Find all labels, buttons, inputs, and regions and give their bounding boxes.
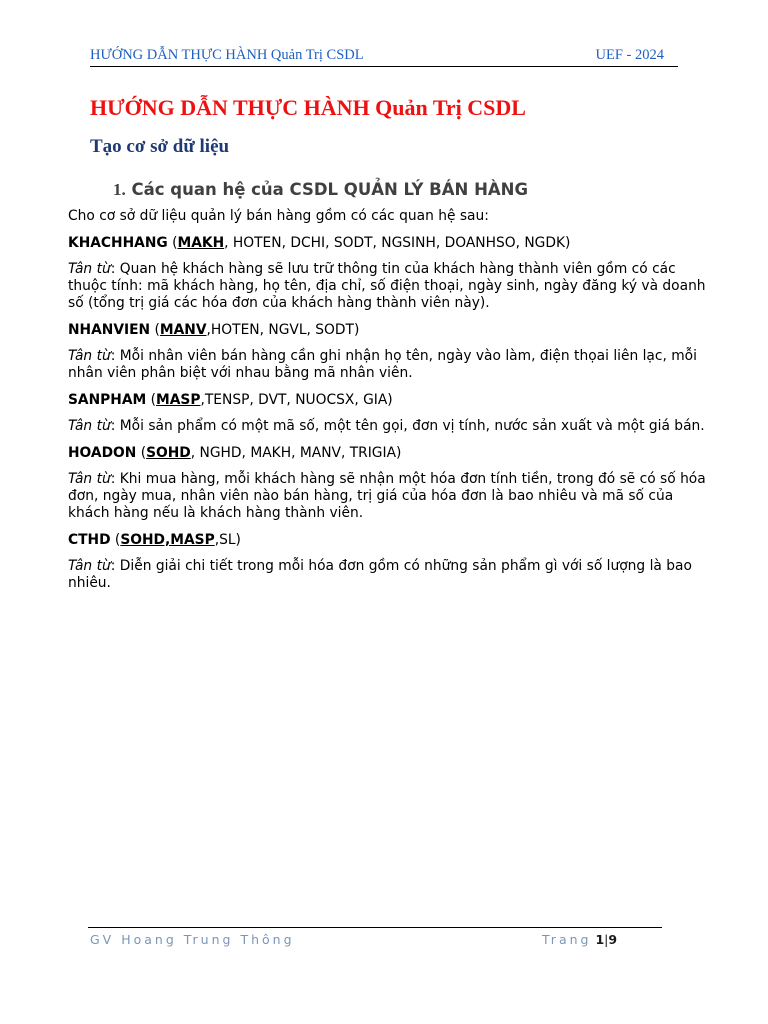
total-pages: 9	[608, 932, 618, 947]
description-text: : Mỗi sản phẩm có một mã số, một tên gọi, đơn vị tính, nước sản xuất và một giá bán.	[110, 418, 705, 434]
relation-open-paren: (	[146, 391, 157, 408]
relation-schema-sanpham	[68, 392, 708, 409]
current-page: 1	[595, 932, 605, 947]
relation-description-cthd	[68, 558, 708, 592]
relation-schema-khachhang	[68, 235, 708, 252]
description-text: : Diễn giải chi tiết trong mỗi hóa đơn gồm có những sản phẩm gì với số lượng là bao nhiêu.	[68, 558, 692, 591]
relation-attributes: , NGHD, MAKH, MANV, TRIGIA)	[190, 444, 402, 461]
relation-name: KHACHHANG	[68, 234, 168, 251]
header-org-year: UEF - 2024	[595, 47, 664, 63]
primary-key: MAKH	[177, 234, 225, 251]
relation-name: HOADON	[68, 444, 137, 461]
note-label: Tân từ	[68, 348, 111, 364]
relation-open-paren: (	[150, 321, 160, 338]
footer-page-number	[542, 932, 617, 947]
primary-key: MANV	[159, 321, 207, 338]
document-title: HƯỚNG DẪN THỰC HÀNH Quản Trị CSDL	[90, 95, 526, 120]
relation-description-sanpham	[68, 418, 708, 435]
note-label: Tân từ	[68, 471, 111, 487]
relation-open-paren: (	[110, 531, 121, 548]
intro-paragraph: Cho cơ sở dữ liệu quản lý bán hàng gồm có các quan hệ sau:	[68, 208, 489, 224]
section-heading-text: Các quan hệ của CSDL QUẢN LÝ BÁN HÀNG	[131, 180, 529, 199]
relation-schema-cthd	[68, 532, 708, 549]
section-number: 1.	[113, 180, 126, 199]
relation-attributes: ,HOTEN, NGVL, SODT)	[206, 321, 360, 338]
primary-key: SOHD	[146, 444, 191, 461]
description-text: : Mỗi nhân viên bán hàng cần ghi nhận họ tên, ngày vào làm, điện thọai liên lạc, mỗi nhân viên phân biệt với nhau bằng mã nhân viên.	[68, 348, 697, 381]
relation-description-nhanvien	[68, 348, 708, 382]
relation-attributes: ,TENSP, DVT, NUOCSX, GIA)	[200, 391, 393, 408]
page-label: Trang	[542, 932, 592, 947]
note-label: Tân từ	[68, 418, 111, 434]
relation-attributes: ,SL)	[214, 531, 241, 548]
description-text: : Quan hệ khách hàng sẽ lưu trữ thông tin của khách hàng thành viên gồm có các thuộc tính: mã khách hàng, họ tên, địa chỉ, số điện thoại, ngày sinh, ngày đăng ký và doanh số (tổng trị giá các hóa đơn của khách hàng thành viên này).	[68, 261, 706, 311]
relation-open-paren: (	[167, 234, 178, 251]
relation-schema-nhanvien	[68, 322, 708, 339]
description-text: : Khi mua hàng, mỗi khách hàng sẽ nhận một hóa đơn tính tiền, trong đó sẽ có số hóa đơn, ngày mua, nhân viên nào bán hàng, trị giá của hóa đơn là bao nhiêu và mã số của khách hàng nếu là khách hàng thành viên.	[68, 471, 706, 521]
relation-schema-hoadon	[68, 445, 708, 462]
relation-open-paren: (	[136, 444, 147, 461]
note-label: Tân từ	[68, 558, 111, 574]
relation-description-khachhang	[68, 261, 708, 312]
section-heading	[113, 180, 528, 200]
relation-name: CTHD	[68, 531, 111, 548]
relation-attributes: , HOTEN, DCHI, SODT, NGSINH, DOANHSO, NGDK)	[224, 234, 571, 251]
relation-name: NHANVIEN	[68, 321, 151, 338]
page-header	[90, 46, 678, 67]
footer-divider	[88, 927, 662, 928]
relation-name: SANPHAM	[68, 391, 147, 408]
note-label: Tân từ	[68, 261, 111, 277]
footer-author: GV Hoang Trung Thông	[90, 932, 295, 947]
page-separator: |	[604, 932, 609, 947]
document-subtitle: Tạo cơ sở dữ liệu	[90, 136, 230, 157]
primary-key: SOHD,MASP	[120, 531, 215, 548]
relation-description-hoadon	[68, 471, 708, 522]
primary-key: MASP	[156, 391, 201, 408]
header-title: HƯỚNG DẪN THỰC HÀNH Quản Trị CSDL	[90, 47, 364, 63]
document-body	[68, 208, 708, 602]
